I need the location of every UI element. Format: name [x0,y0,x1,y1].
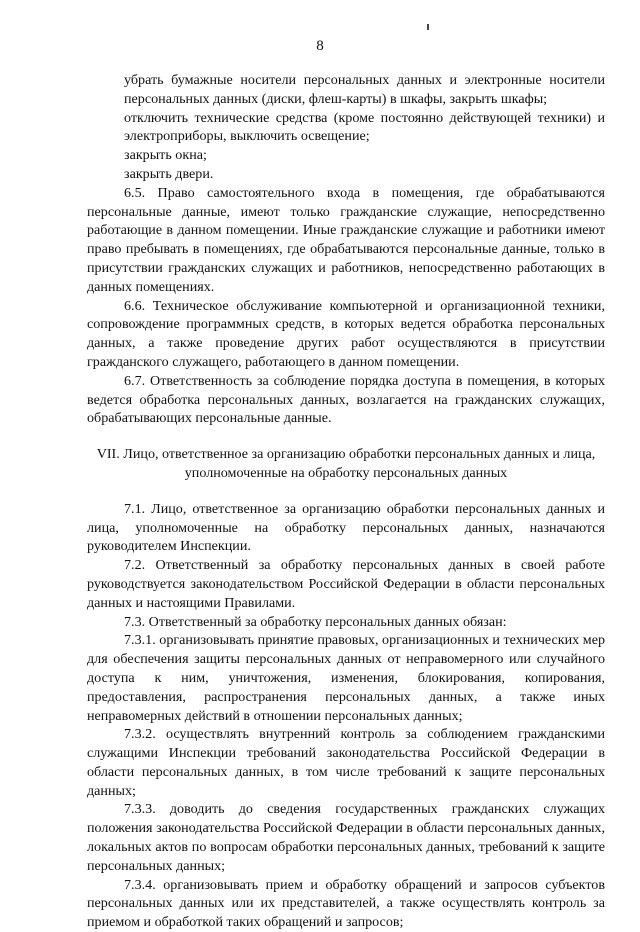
paragraph-6-7: 6.7. Ответственность за соблюдение порядка доступа в помещения, в которых ведется обработка персональных данных, возлагается на гражданских служащих, обрабатывающих персональные данные. [87,372,605,427]
paragraph-list-item-4: закрыть двери. [124,165,214,182]
section-heading: VII. Лицо, ответственное за организацию обработки персональных данных и лица, уполномоченные на обработку персональных данных [96,446,596,481]
paragraph-7-2: 7.2. Ответственный за обработку персональных данных в своей работе руководствуется законодательством Российской Федерации в области персональных данных и настоящими Правилами. [87,557,605,611]
paragraph-7-1: 7.1. Лицо, ответственное за организацию обработки персональных данных и лица, уполномоченные на обработку персональных данных, назначаются руководителем Инспекции. [87,500,605,555]
paragraph-7-3-2: 7.3.2. осуществлять внутренний контроль за соблюдением гражданскими служащими Инспекции требований законодательства Российской Федерации в области персональных данных, в том числе требований к защите персональных данных; [87,726,605,799]
paragraph-6-5: 6.5. Право самостоятельного входа в помещения, где обрабатываются персональные данные, имеют только гражданские служащие, непосредственно работающие в данном помещении. Иные гражданские служащие и работники имеют право пребывать в помещениях, где обрабатываются персональные данные, только в присутствии гражданских служащих и работников, непосредственно работающих в данных помещениях. [87,184,605,295]
paragraph-7-3: 7.3. Ответственный за обработку персональных данных обязан: [124,613,507,630]
paragraph-list-item-1: убрать бумажные носители персональных данных и электронные носители персональных данных (диски, флеш-карты) в шкафы, закрыть шкафы; [124,72,605,107]
paragraph-list-item-3: закрыть окна; [124,147,207,164]
scan-artifact-mark [427,24,429,30]
paragraph-list-item-2: отключить технические средства (кроме постоянно действующей техники) и электроприборы, выключить освещение; [124,109,605,145]
document-body [87,71,605,932]
page-number: 8 [316,38,324,54]
paragraph-7-3-3: 7.3.3. доводить до сведения государственных гражданских служащих положения законодательства Российской Федерации в области персональных данных, локальных актов по вопросам обработки персональных данных, требований к защите персональных данных; [87,801,605,874]
paragraph-7-3-4: 7.3.4. организовывать прием и обработку обращений и запросов субъектов персональных данных или их представителей, а также осуществлять контроль за приемом и обработкой таких обращений и запросов; [87,876,605,931]
paragraph-6-6: 6.6. Техническое обслуживание компьютерной и организационной техники, сопровождение программных средств, в которых ведется обработка персональных данных, а также проведение других работ осуществляются в присутствии гражданского служащего, работающего в данном помещении. [87,297,605,370]
paragraph-7-3-1: 7.3.1. организовывать принятие правовых, организационных и технических мер для обеспечения защиты персональных данных от неправомерного или случайного доступа к ним, уничтожения, изменения, блокирования, копирования, предоставления, распространения персональных данных, а также иных неправомерных действий в отношении персональных данных; [87,632,605,724]
